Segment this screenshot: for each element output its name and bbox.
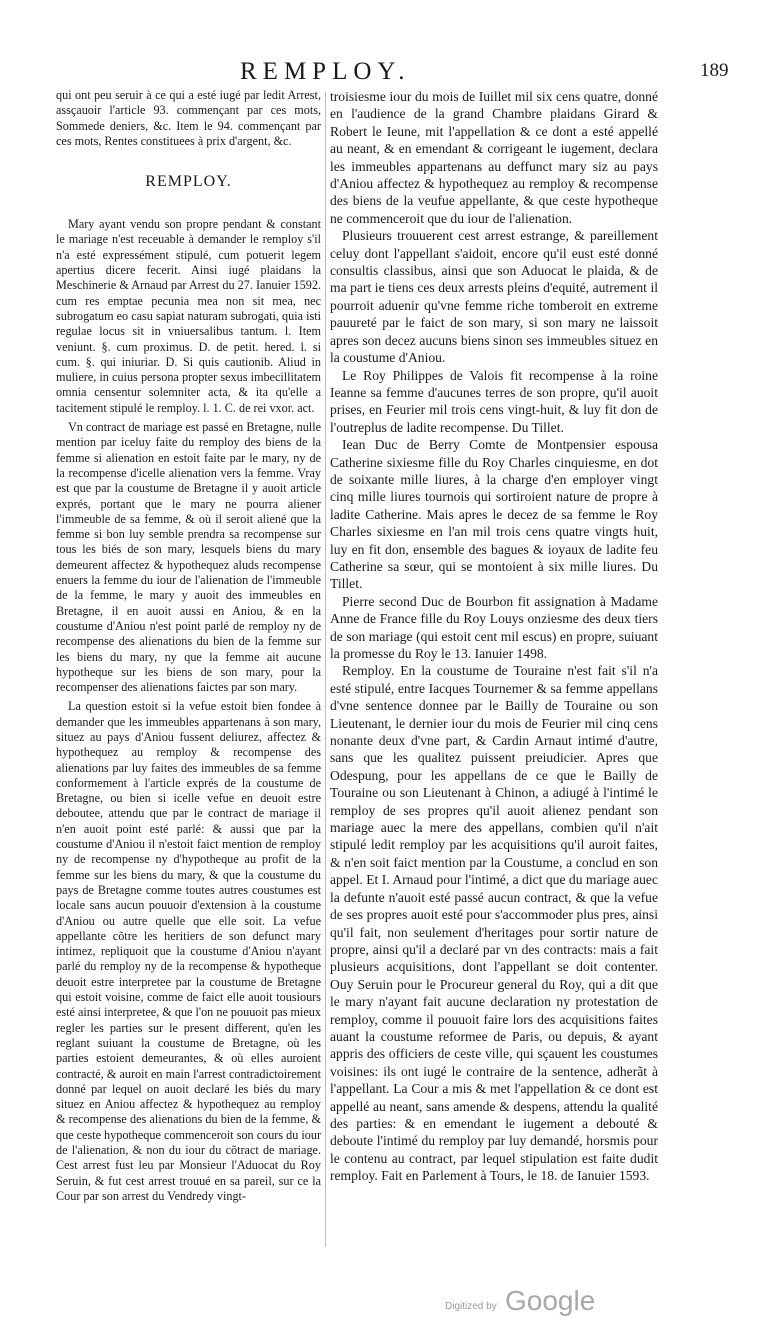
paragraph: Mary ayant vendu son propre pendant & constant le mariage n'est receuable à demander le remploy s'il n'a esté expressément stipulé, cum potuerit legem apertius dicere fecerit. Ainsi iugé plaidans la Meschinerie & Arnaud par Arrest du 27. Ianuier 1592. cum res emptae pecunia mea non sit mea, nec subrogatum eo casu sapiat naturam subrogati, quia isti regulae locus sit in vniuersalibus tantum. l. Item veniunt. §. cum proximus. D. de petit. hered. l. si cum. §. qui iniuriar. D. Si quis cautionib. Aliud in muliere, in cuius persona propter sexus imbecillitatem omnia censentur solemniter acta, & ita qu'elle a tacitement stipulé le remploy. l. 1. C. de rei vxor. act.	[56, 217, 321, 415]
paragraph: Iean Duc de Berry Comte de Montpensier espousa Catherine sixiesme fille du Roy Charles cinquiesme, en dot de soixante mille liures, à la charge d'en employer vingt cinq mille liures tournois qui sortiroient nature de propre à ladite Catherine. Mais apres le decez de sa femme le Roy Charles sixiesme en l'an mil trois cens quatre vingts huit, luy en fit don, ensemble des bagues & ioyaux de ladite feu Catherine sa sœur, qui se montoient à six mille liures. Du Tillet.	[330, 437, 658, 592]
google-logo: Google	[505, 1285, 596, 1316]
section-heading: REMPLOY.	[145, 173, 232, 191]
right-column	[330, 88, 658, 1185]
digitized-by-label: Digitized by	[445, 1301, 497, 1312]
digitization-watermark	[445, 1285, 625, 1325]
paragraph: Vn contract de mariage est passé en Bretagne, nulle mention par iceluy faite du remploy des biens de la femme si alienation en estoit faite par le mary, ny de la recompense d'icelle alienation vers la femme. Vray est que par la coustume de Bretagne il y auoit article exprés, portant que le mary ne pourra aliener l'immeuble de sa femme, & où il seroit aliené que la femme si bon luy semble prendra sa recompense sur tous les biés de son mary, lesquels biens du mary demeurent affectez & hypothequez aluds recompense enuers la femme du iour de l'alienation de l'immeuble de la femme, le mary y auoit des immeubles en Bretagne, il en auoit aussi en Aniou, & en la coustume d'Aniou n'est point parlé de remploy ny de recompense des alienations du bien de la femme sur les biens du mary, ny que la femme ait aucune hypotheque sur les biens de son mary, pour la recompenser des alienations faictes par son mary.	[56, 420, 321, 695]
column-divider	[325, 92, 326, 1247]
paragraph: troisiesme iour du mois de Iuillet mil six cens quatre, donné en l'audience de la grand Chambre plaidans Girard & Robert le Ieune, mit l'appellation & ce dont a esté appellé au neant, & en emendant & corrigeant le iugement, declara les immeubles appartenans au deffunct mary siz au pays d'Aniou affectez & hypothequez au remploy & recompense des biens de la veufue appellante, & que ceste hypotheque ne commenceroit que du iour de l'alienation.	[330, 89, 658, 226]
paragraph: Le Roy Philippes de Valois fit recompense à la roine Ieanne sa femme d'aucunes terres de son propre, qu'il auoit prises, en Feurier mil trois cens vingt-huit, & luy fit don de l'outreplus de ladite recompense. Du Tillet.	[330, 367, 658, 435]
page-number: 189	[700, 60, 729, 81]
left-column	[56, 88, 321, 1204]
paragraph: La question estoit si la vefue estoit bien fondee à demander que les immeubles appartenans à son mary, situez au pays d'Aniou fussent deliurez, affectez & hypothequez au remploy & recompense des alienations par luy faites des immeubles de sa femme conformement à l'article exprés de la coustume de Bretagne, ou bien si icelle vefue en deuoit estre deboutee, attendu que par le contract de mariage il n'en auoit point esté parlé: & aussi que par la coustume d'Aniou il n'estoit faict mention de remploy ny de recompense ny d'hypotheque au profit de la femme sur les biens du mary, & que la coustume du pays de Bretagne comme toutes autres coustumes est locale sans aucun pouuoir d'extension à la coustume d'Aniou ou autre quelle que elle soit. La vefue appellante cõtre les heritiers de son defunct mary intimez, repliquoit que la coustume d'Aniou n'ayant parlé du remploy ny de la recompense & hypotheque deuoit estre interpretee par la coustume de Bretagne qui estoit voisine, comme de faict elle auoit tousiours esté ainsi interpretee, & que l'on ne pouuoit pas mieux regler les parties sur le present different, qu'en les reglant suiuant la coustume de Bretagne, où les parties estoient demeurantes, & où elles auroient contracté, & auroit en main l'arrest contradictoirement donné par lequel on auoit declaré les biés du mary situez en Aniou affectez & hypothequez au remploy & recompense des alienations du bien de la femme, & que ceste hypotheque commenceroit son cours du iour de l'alienation, & non du iour du cõtract de mariage. Cest arrest fust leu par Monsieur l'Aduocat du Roy Seruin, & fut cest arrest trouué en sa pareil, sur ce la Cour par son arrest du Vendredy vingt-	[56, 699, 322, 1203]
opening-paragraph: qui ont peu seruir à ce qui a esté iugé par ledit Arrest, assçauoir l'article 93. commençant par ces mots, Sommede deniers, &c. Item le 94. commençant par ces mots, Rentes constituees à prix d'argent, &c.	[56, 88, 321, 148]
paragraph: Plusieurs trouuerent cest arrest estrange, & pareillement celuy dont l'appellant s'aidoit, encore qu'il eust esté donné consultis classibus, ainsi que son Aduocat le plaida, & de ma part ie tiens ces deux arrests pleins d'equité, autrement il pourroit aduenir qu'vne femme riche tomberoit en extreme pauureté par le faict de son mary, si son mary ne laissoit apres son decez aucuns biens sinon ses immeubles situez en la coustume d'Aniou.	[330, 228, 658, 366]
running-title: REMPLOY.	[240, 58, 411, 85]
paragraph: Remploy. En la coustume de Touraine n'est fait s'il n'a esté stipulé, entre Iacques Tournemer & sa femme appellans d'vne sentence donnee par le Bailly de Touraine ou son Lieutenant, le dernier iour du mois de Feurier mil cinq cens nonante deux d'vne part, & Cardin Arnaut intimé d'autre, sans que les qualitez puissent preiudicier. Apres que Odespung, pour les appellans de ce que le Bailly de Touraine ou son Lieutenant à Chinon, a adiugé à l'intimé le remploy de ses propres qu'il auoit alienez pendant son mariage auec la mere des appellans, combien qu'il n'ait stipulé ledit remploy par les acquisitions qu'il auroit faites, & n'en soit faict mention par la Coustume, a conclud en son appel. Et I. Arnaud pour l'intimé, a dict que du mariage auec la defunte n'auoit esté passé aucun contract, & que la vefue de ses propres auoit esté pour s'accommoder plus pres, ainsi qu'il fait, non seulement d'heritages pour sortir nature de propre, ainsi qu'il a declaré par vn des contracts: mais a fait plusieurs acquisitions, dont l'appellant se doit contenter. Ouy Seruin pour le Procureur general du Roy, qui a dit que le mary n'ayant fait aucune declaration ny protestation de remploy, comme il pouuoit faire lors des acquisitions faites auant la coustume reformee de Paris, ou depuis, & ayant appris des officiers de ceste ville, qui sçauent les coustumes voisines: ils ont iugé le contraire de la sentence, adherãt à l'appellant. La Cour a mis & met l'appellation & ce dont est appellé au neant, sans amende & despens, attendu la qualité des parties: & en emendant le iugement a debouté & deboute l'intimé du remploy par luy demandé, horsmis pour le contenu au contract, par lequel stipulation est faite dudit remploy. Fait en Parlement à Tours, le 18. de Ianuier 1593.	[330, 663, 658, 1184]
paragraph: Pierre second Duc de Bourbon fit assignation à Madame Anne de France fille du Roy Louys onziesme des deux tiers de son mariage (qui estoit cent mil escus) en propre, suiuant la promesse du Roy le 13. Ianuier 1498.	[330, 593, 658, 661]
page-header	[0, 58, 762, 88]
